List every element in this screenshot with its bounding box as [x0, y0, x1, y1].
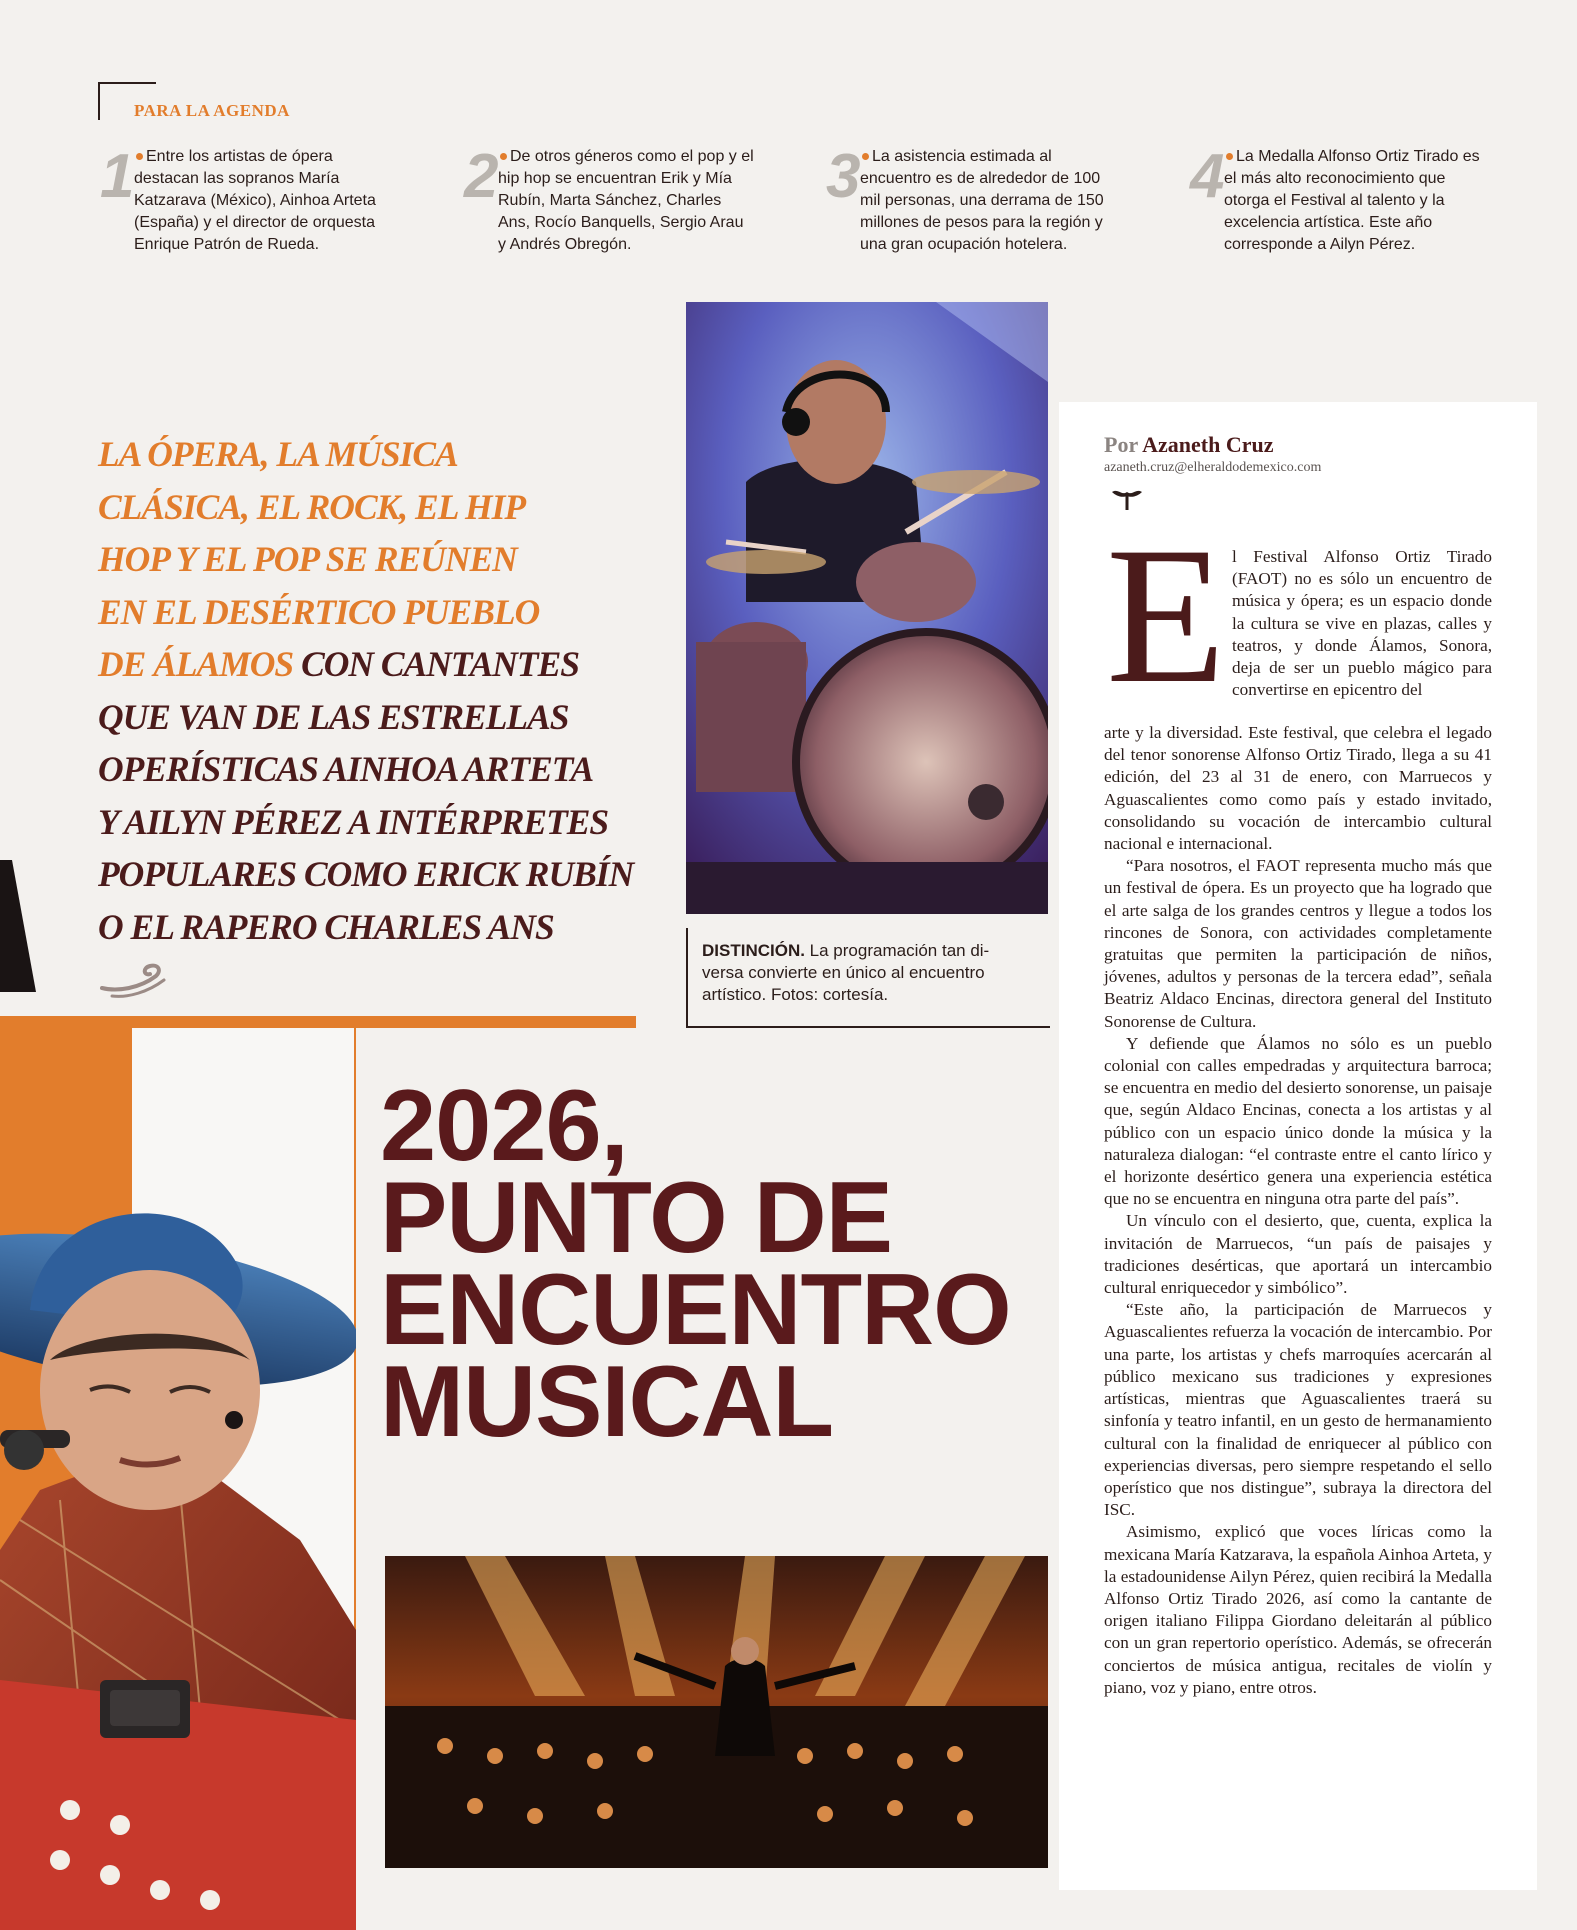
article-paragraph: “Este año, la participación de Marruecos y Aguascalientes refuerza la vocación de intercambio. Por una parte, los artistas y chefs marroquíes acercarán al público mexicano sus tradiciones y expresiones artísticas, mientras que Aguascalientes traerá su sinfonía y teatro infantil, en un gesto de hermanamiento cultural con la finalidad de enriquecer al público con experiencias diversas, pero siempre respetando el sello operístico que nos distingue”, subraya la directora del ISC. [1104, 1300, 1492, 1520]
agenda-number: 1 [100, 142, 135, 211]
flourish-ornament-icon [98, 958, 170, 998]
quote-line: LA ÓPERA, LA MÚSICA [98, 434, 458, 474]
article-body [1104, 722, 1492, 1699]
article-paragraph: Un vínculo con el desierto, que, cuenta, explica la invitación de Marruecos, “un país de paisajes y tradiciones desérticas, que aportará un intercambio cultural enriquecedor y simbólico”. [1104, 1211, 1492, 1298]
agenda-text: La asistencia estimada al encuentro es de alrededor de 100 mil personas, una derrama de 150 millones de pesos para la región y una gran ocupación hotelera. [860, 148, 1104, 253]
headline-line: 2026, [380, 1070, 628, 1182]
accordion-player-photo [0, 1160, 356, 1930]
quote-line: POPULARES COMO ERICK RUBÍN [98, 854, 634, 894]
agenda-text: La Medalla Alfonso Ortiz Tirado es el más alto reconocimiento que otorga el Festival al talento y la excelencia artística. Este año corresponde a Ailyn Pérez. [1224, 148, 1480, 253]
article-paragraph: “Para nosotros, el FAOT representa mucho más que un festival de ópera. Es un proyecto que ha logrado que el arte salga de los grandes centros y llegue a todos los rincones de Sonora, con actividades completamente gratuitas que permiten la participación de niños, jóvenes, adultos y personas de la tercera edad”, señala Beatriz Aldaco Encinas, directora general del Instituto Sonorense de Cultura. [1104, 856, 1492, 1031]
quote-line: OPERÍSTICAS AINHOA ARTETA [98, 749, 594, 789]
quote-line: QUE VAN DE LAS ESTRELLAS [98, 696, 569, 737]
headline [380, 1070, 1020, 1458]
article-paragraph: Y defiende que Álamos no sólo es un pueblo colonial con calles empedradas y arquitectura barroca; se encuentra en medio del desierto sonorense, un paisaje que, según Aldaco Encinas, conecta a los artistas y al público con un espacio único donde la música y la naturaleza dialogan: “el contraste entre el canto lírico y el horizonte desértico genera una experiencia estética que no se encuentra en ninguna otra parte del país”. [1104, 1033, 1493, 1209]
drummer-photo [686, 302, 1048, 914]
caption-label: DISTINCIÓN. [702, 941, 805, 960]
orchestra-photo [385, 1556, 1048, 1868]
headline-line: PUNTO DE [380, 1162, 893, 1274]
article-paragraph: arte y la diversidad. Este festival, que celebra el legado del tenor sonorense Alfonso Ortiz Tirado, llega a su 41 edición, del 23 al 31 de enero, con Marruecos y Aguascalientes como como país y estado invitado, consolidando su vocación de intercambio cultural nacional e internacional. [1104, 723, 1492, 854]
agenda-item-4 [1190, 142, 1480, 266]
agenda-number: 3 [826, 142, 861, 211]
byline [1104, 432, 1273, 458]
agenda-number: 4 [1190, 142, 1225, 211]
article-lead-text: l Festival Alfonso Ortiz Tirado (FAOT) no es sólo un encuentro de música y ópera; es un espacio donde la cultura se vive en plazas, calles y teatros, y donde Álamos, Sonora, deja de ser un pueblo mágico para convertirse en epicentro del [1232, 547, 1492, 700]
byline-prefix: Por [1104, 432, 1138, 457]
agenda-number: 2 [464, 142, 499, 211]
quote-line: HOP Y EL POP SE REÚNEN [98, 539, 517, 579]
decorative-wedge [0, 860, 36, 992]
author-email: azaneth.cruz@elheraldodemexico.com [1104, 460, 1322, 475]
quote-line: CLÁSICA, EL ROCK, EL HIP [98, 486, 526, 527]
agenda-text: De otros géneros como el pop y el hip hop se encuentran Erik y Mía Rubín, Marta Sánchez, Charles Ans, Rocío Banquells, Sergio Arau y Andrés Obregón. [498, 148, 754, 253]
headline-line: ENCUENTRO [380, 1254, 1011, 1366]
drop-cap: E [1106, 507, 1226, 724]
article-paragraph: Asimismo, explicó que voces líricas como la mexicana María Katzarava, la española Ainhoa Arteta, y la estadounidense Ailyn Pérez, quien recibirá la Medalla Alfonso Ortiz Tirado 2026, así como la cantante de origen italiano Filippa Giordano deleitarán al público con un gran repertorio operístico. Además, se ofrecerán conciertos de música antigua, recitales de violín y piano, voz y piano, entre otros. [1104, 1522, 1492, 1697]
quote-line: DE ÁLAMOS CON CANTANTES [98, 644, 580, 684]
agenda-item-3 [826, 142, 1116, 266]
photo-caption: DISTINCIÓN. La programación tan di- versa convierte en único al encuentro artístico. Fotos: cortesía. [702, 941, 990, 1004]
headline-line: MUSICAL [380, 1346, 834, 1458]
quote-line: EN EL DESÉRTICO PUEBLO [98, 591, 540, 632]
quote-line: Y AILYN PÉREZ A INTÉRPRETES [98, 801, 609, 842]
byline-author: Azaneth Cruz [1142, 432, 1274, 457]
agenda-item-1 [100, 142, 390, 266]
agenda-item-2 [464, 142, 754, 266]
agenda-title: PARA LA AGENDA [134, 101, 290, 120]
quote-line: O EL RAPERO CHARLES ANS [98, 906, 554, 947]
pull-quote [98, 428, 658, 953]
agenda-text: Entre los artistas de ópera destacan las sopranos María Katzarava (México), Ainhoa Arteta (España) y el director de orquesta Enrique Patrón de Rueda. [134, 148, 376, 253]
